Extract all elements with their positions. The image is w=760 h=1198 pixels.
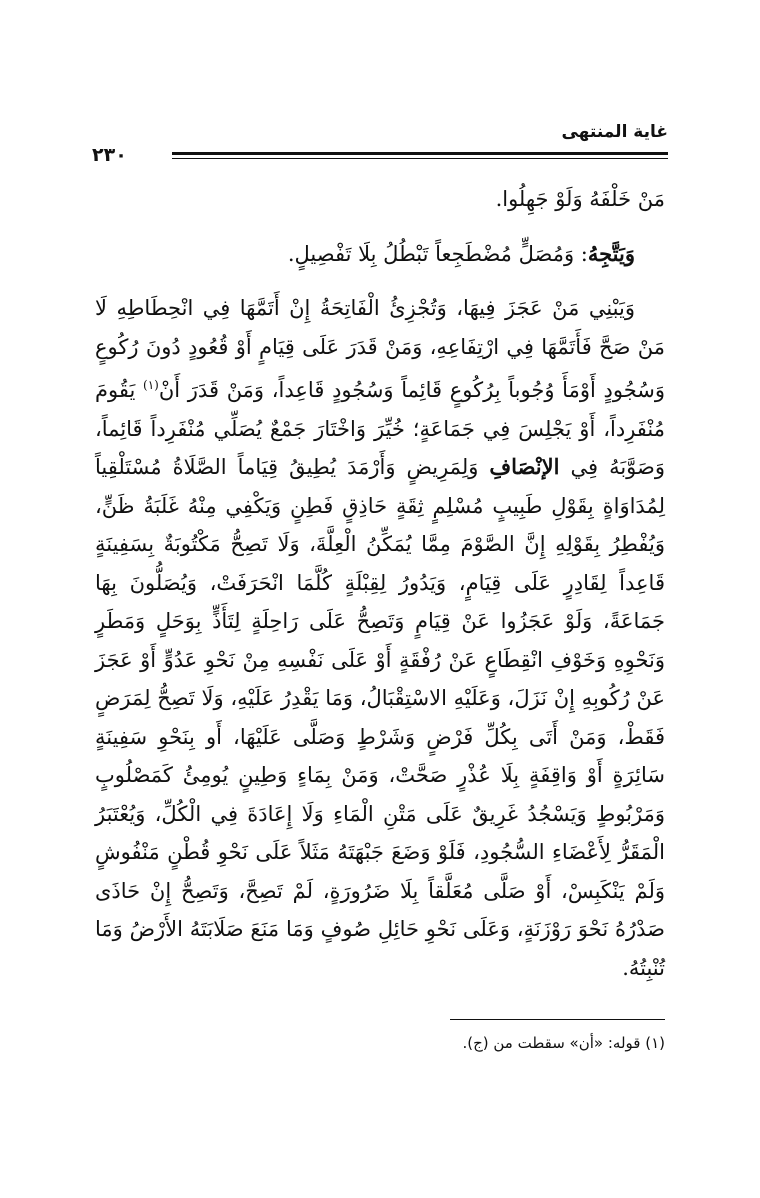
term-label: وَيَتَّجِهُ bbox=[587, 240, 635, 266]
paragraph-text: : وَمُصَلٍّ مُضْطَجِعاً تَبْطُلُ بِلَا تَفْصِيلٍ. bbox=[287, 241, 588, 266]
paragraph-yattajih bbox=[95, 235, 665, 274]
paragraph-main bbox=[95, 289, 665, 987]
paragraph-text: وَيَبْنِي مَنْ عَجَزَ فِيهَا، وَتُجْزِئُ الْفَاتِحَةُ إِنْ أَتَمَّهَا فِي انْحِطَاطِهِ لَا مَنْ صَحَّ فَأَتَمَّهَا فِي ارْتِفَاعِهِ، وَمَنْ قَدَرَ عَلَى قِيَامٍ أَوْ قُعُودٍ دُونَ رُكُوعٍ وَسُجُودٍ أَوْمَأَ وُجُوباً بِرُكُوعٍ قَائِماً وَسُجُودٍ قَاعِداً، وَمَنْ قَدَرَ أَنْ bbox=[95, 296, 665, 402]
running-header bbox=[92, 122, 668, 168]
book-title: غاية المنتهى bbox=[561, 122, 668, 142]
book-reference: الإنْصَافِ bbox=[489, 454, 560, 479]
footnote: (١) قوله: «أن» سقطت من (ج). bbox=[462, 1034, 665, 1052]
paragraph-text: وَلِمَرِيضٍ وَأَرْمَدَ يُطِيقُ قِيَاماً الصَّلَاةُ مُسْتَلْقِياً لِمُدَاوَاةٍ بِقَوْلِ طَبِيبٍ مُسْلِمٍ ثِقَةٍ حَاذِقٍ فَطِنٍ وَيَكْفِي مِنْهُ غَلَبَةُ ظَنٍّ، وَيُفْطِرُ بِقَوْلِهِ إِنَّ الصَّوْمَ مِمَّا يُمَكِّنُ الْعِلَّةَ، وَلَا تَصِحُّ مَكْتُوبَةٌ بِسَفِينَةٍ قَاعِداً لِقَادِرٍ عَلَى قِيَامٍ، وَيَدُورُ لِقِبْلَةٍ كُلَّمَا انْحَرَفَتْ، وَيُصَلُّونَ بِهَا جَمَاعَةً، وَلَوْ عَجَزُوا عَنْ قِيَامٍ وَتَصِحُّ عَلَى رَاحِلَةٍ لِتَأَذٍّ بِوَحَلٍ وَمَطَرٍ وَنَحْوِهِ وَخَوْفِ انْقِطَاعٍ عَنْ رُفْقَةٍ أَوْ عَلَى نَفْسِهِ مِنْ نَحْوِ عَدُوٍّ أَوْ عَجَزَ عَنْ رُكُوبِهِ إِنْ نَزَلَ، وَعَلَيْهِ الاسْتِقْبَالُ، وَمَا يَقْدِرُ عَلَيْهِ، وَلَا تَصِحُّ لِمَرَضٍ فَقَطْ، وَمَنْ أَتَى بِكُلِّ فَرْضٍ وَشَرْطٍ وَصَلَّى عَلَيْهَا، أَو بِنَحْوِ سَفِينَةٍ سَائِرَةٍ أَوْ وَاقِفَةٍ بِلَا عُذْرٍ صَحَّتْ، وَمَنْ بِمَاءٍ وَطِينٍ يُومِئُ كَمَصْلُوبٍ وَمَرْبُوطٍ وَيَسْجُدُ غَرِيقٌ عَلَى مَتْنِ الْمَاءِ وَلَا إِعَادَةَ فِي الْكُلِّ، وَيُعْتَبَرُ الْمَقَرُّ لِأَعْضَاءِ السُّجُودِ، فَلَوْ وَضَعَ جَبْهَتَهُ مَثَلاً عَلَى نَحْوِ قُطْنٍ مَنْفُوشٍ وَلَمْ يَنْكَبِسْ، أَوْ صَلَّى مُعَلَّقاً بِلَا ضَرُورَةٍ، لَمْ تَصِحَّ، وَتَصِحُّ إِنْ حَاذَى صَدْرُهُ نَحْوَ رَوْزَنَةٍ، وَعَلَى نَحْوِ حَائِلِ صُوفٍ وَمَا مَنَعَ صَلَابَتَهُ الأَرْضُ وَمَا تُنْبِتُهُ. bbox=[95, 455, 665, 980]
paragraph-text: يَقُومَ مُنْفَرِداً، أَوْ يَجْلِسَ فِي جَمَاعَةٍ؛ خُيِّرَ وَاخْتَارَ جَمْعٌ يُصَلِّي مُنْفَرِداً قَائِماً، وَصَوَّبَهُ فِي bbox=[95, 378, 665, 479]
main-text bbox=[95, 180, 665, 987]
header-rule bbox=[172, 152, 668, 159]
footnote-marker: (١) bbox=[143, 378, 159, 392]
footnote-divider bbox=[450, 1019, 665, 1020]
page-number: ٢٣٠ bbox=[92, 144, 127, 166]
paragraph-continuation: مَنْ خَلْفَهُ وَلَوْ جَهِلُوا. bbox=[495, 187, 665, 211]
